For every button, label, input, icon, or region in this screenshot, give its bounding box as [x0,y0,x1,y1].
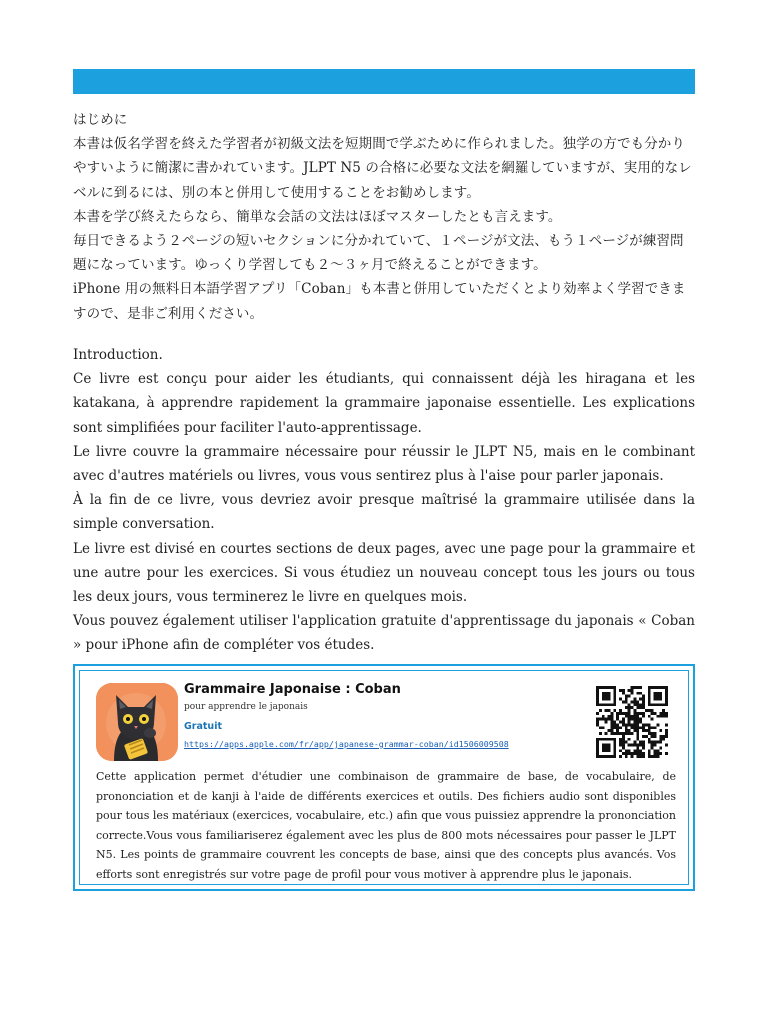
app-promo-card [73,664,695,891]
jp-paragraph: 本書は仮名学習を終えた学習者が初級文法を短期間で学ぶために作られました。独学の方でも分かりやすいように簡潔に書かれています。JLPT N5 の合格に必要な文法を網羅していますが、実用的なレベルに到るには、別の本と併用して使用することをお勧めします。 [73,136,692,201]
jp-paragraph: 毎日できるよう２ページの短いセクションに分かれていて、１ページが文法、もう１ページが練習問題になっています。ゆっくり学習しても２～３ヶ月で終えることができます。 [73,233,684,274]
fr-paragraph: Le livre est divisé en courtes sections de deux pages, avec une page pour la grammaire et une autre pour les exercices. Si vous étudiez un nouveau concept tous les jours ou tous les deux jours, vous terminerez le livre en quelques mois. [73,540,695,606]
fr-paragraph: Vous pouvez également utiliser l'application gratuite d'apprentissage du japonais « Coban » pour iPhone afin de compléter vos études. [73,613,695,654]
jp-heading: はじめに [73,112,128,128]
japanese-introduction [73,108,695,326]
jp-paragraph: iPhone 用の無料日本語学習アプリ「Coban」も本書と併用していただくとより効率よく学習できますので、是非ご利用ください。 [73,281,686,322]
fr-paragraph: Le livre couvre la grammaire nécessaire pour réussir le JLPT N5, mais en le combinant avec d'autres matériels ou livres, vous vous sentirez plus à l'aise pour parler japonais. [73,443,695,485]
app-price: Gratuit [184,721,222,732]
jp-paragraph: 本書を学び終えたらなら、簡単な会話の文法はほぼマスターしたとも言えます。 [73,208,562,225]
app-name: Grammaire Japonaise : Coban [184,682,401,697]
app-description: Cette application permet d'étudier une combinaison de grammaire de base, de vocabulaire, de prononciation et de kanji à l'aide de différents exercices et outils. Des fichiers audio sont disponibles pour tous les matériaux (exercices, vocabulaire, etc.) afin que vous puissiez apprendre la prononciation correcte.Vous vous familiariserez également avec les plus de 800 mots nécessaires pour passer le JLPT N5. Les points de grammaire couvrent les concepts de base, ainsi que des concepts plus avancés. Vos efforts sont enregistrés sur votre page de profil pour vous motiver à apprendre plus le japonais. [96,770,676,881]
french-introduction [73,343,695,658]
fr-heading: Introduction. [73,347,163,363]
header-bar [73,69,695,94]
fr-paragraph: Ce livre est conçu pour aider les étudiants, qui connaissent déjà les hiragana et les katakana, à apprendre rapidement la grammaire japonaise essentielle. Les explications sont simplifiées pour faciliter l'auto-apprentissage. [73,371,695,436]
app-store-link[interactable]: https://apps.apple.com/fr/app/japanese-grammar-coban/id1506009508 [184,739,509,749]
qr-code-icon[interactable] [596,686,668,758]
app-promo-inner-frame [79,670,689,885]
fr-paragraph: À la fin de ce livre, vous devriez avoir presque maîtrisé la grammaire utilisée dans la simple conversation. [73,492,695,533]
app-subtitle: pour apprendre le japonais [184,702,308,712]
black-cat-icon[interactable] [96,683,178,761]
